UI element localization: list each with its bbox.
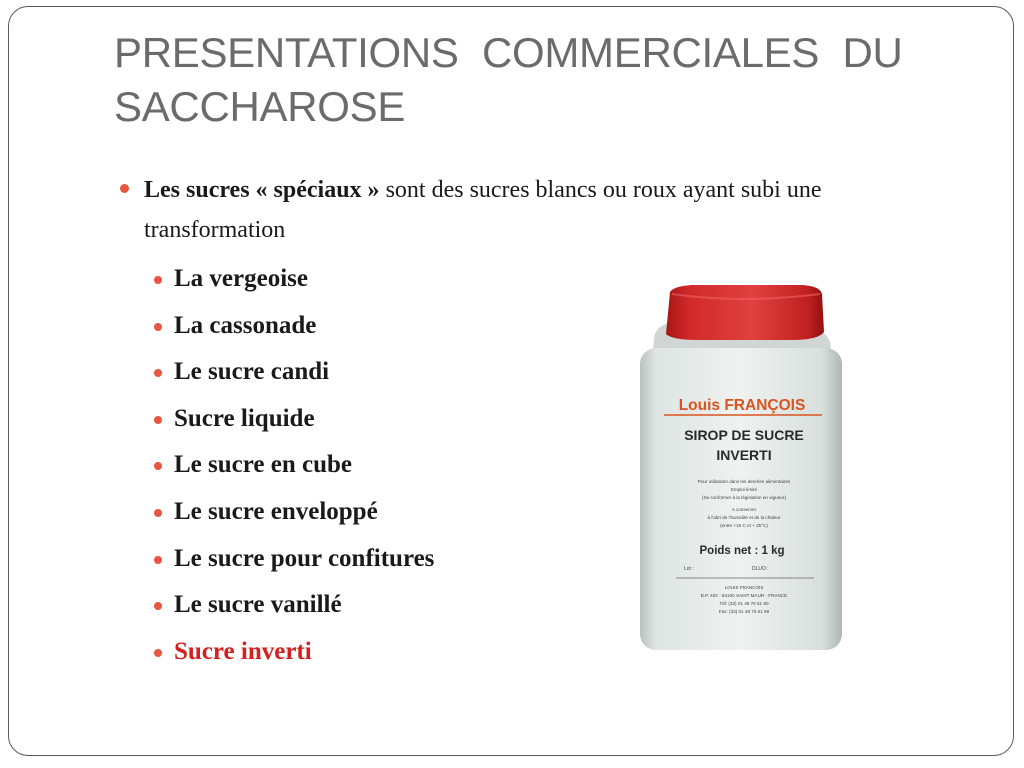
list-item-label: Le sucre en cube: [174, 451, 352, 479]
list-item-label: La vergeoise: [174, 265, 308, 292]
bullet-dot-icon: [154, 369, 162, 377]
main-bullet-text: sont des sucres blancs ou roux ayant subi une transformation: [144, 177, 822, 243]
bullet-dot-icon: [154, 323, 162, 331]
list-item-label: Le sucre pour confitures: [174, 544, 435, 572]
list-item-label: Sucre inverti: [174, 637, 312, 665]
slide-title: [114, 26, 954, 134]
main-bullet-lead: Les sucres « spéciaux »: [144, 177, 380, 203]
bullet-dot-icon: [154, 556, 162, 564]
bullet-dot-icon: [154, 462, 162, 470]
title-line-1: PRESENTATIONS COMMERCIALES DU: [114, 29, 903, 76]
label-product-name-1: SIROP DE SUCRE: [684, 427, 804, 443]
label-storage-2: à l'abri de l'humidité et de la chaleur: [707, 515, 781, 520]
bullet-dot-icon: [154, 602, 162, 610]
label-usage-2: Emploi limité: [730, 487, 758, 492]
title-line-2: SACCHAROSE: [114, 83, 406, 130]
label-address-2: B.P. 402 - 94100 SAINT MAUR - FRANCE: [700, 593, 788, 598]
bullet-dot-icon: [154, 416, 162, 424]
label-brand: Louis FRANÇOIS: [678, 397, 806, 414]
list-item-label: Le sucre vanillé: [174, 591, 342, 619]
bullet-dot-icon: [154, 649, 162, 657]
main-bullet: [116, 170, 936, 250]
label-address-1: LOUIS FRANCOIS: [724, 585, 764, 590]
product-photo-sirop-inverti: [592, 282, 892, 658]
bullet-dot-icon: [154, 276, 162, 284]
label-storage-3: (entre +15 C et + 25°C): [720, 523, 768, 528]
label-usage-3: (Se conformer à la législation en vigueur): [702, 495, 786, 500]
label-address-3: Tél: (33) 01 49 76 51 80: [719, 601, 769, 606]
label-usage-1: Pour utilisation dans les denrées alimentaires: [697, 479, 791, 484]
list-item-label: Le sucre enveloppé: [174, 497, 378, 525]
bullet-dot-icon: [120, 184, 129, 193]
label-lot: Lot :: [684, 566, 694, 572]
bullet-dot-icon: [154, 509, 162, 517]
label-address-4: Fax: (33) 01 49 76 51 99: [718, 609, 770, 614]
label-weight: Poids net : 1 kg: [699, 545, 785, 557]
list-item-label: Le sucre candi: [174, 358, 330, 386]
label-storage-1: A conserver: [731, 507, 757, 512]
list-item-label: Sucre liquide: [174, 404, 315, 432]
jar-cap: [666, 285, 824, 340]
label-product-name-2: INVERTI: [716, 447, 772, 463]
list-item-label: La cassonade: [174, 311, 317, 339]
label-dluo: DLUO :: [752, 566, 769, 572]
